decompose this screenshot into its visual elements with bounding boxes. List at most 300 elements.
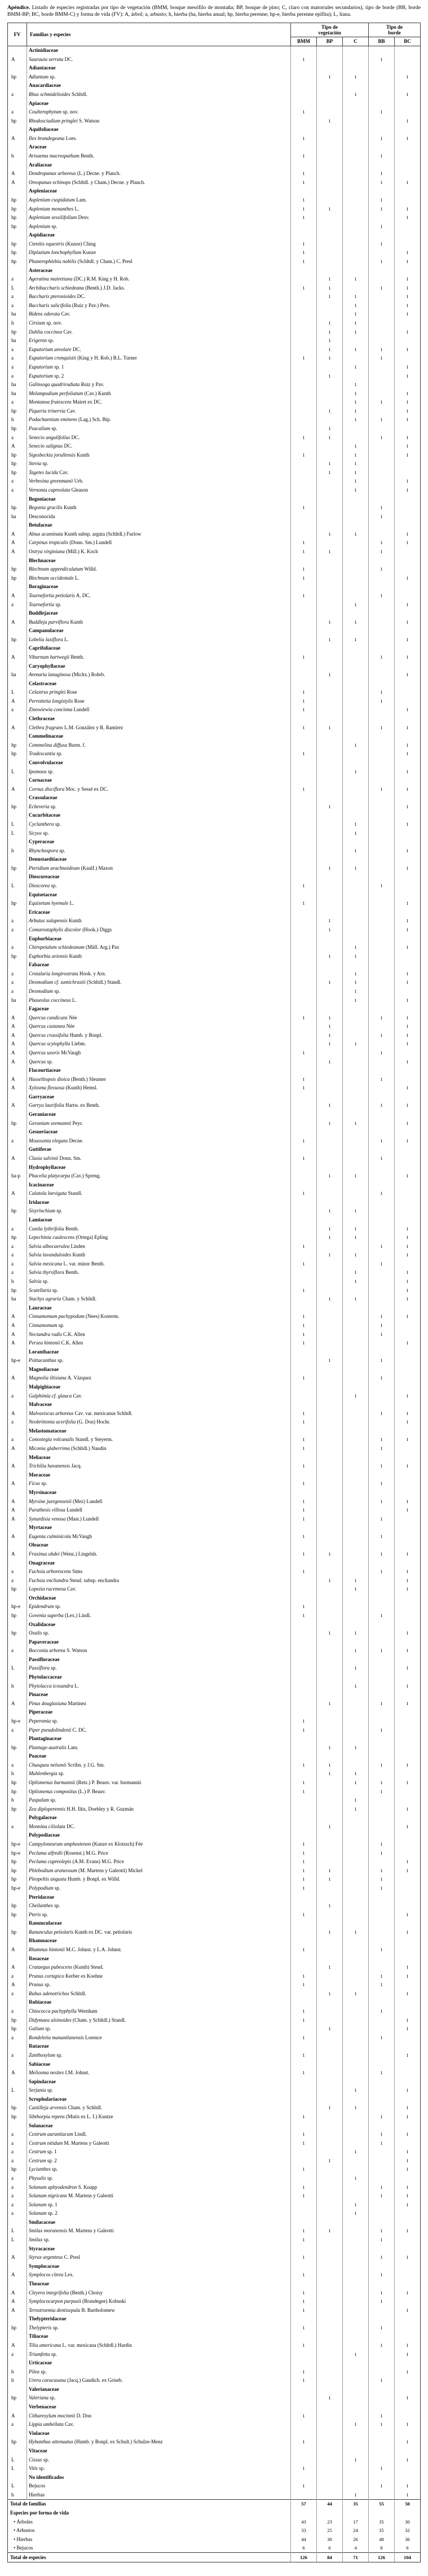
fv-cell: a bbox=[8, 2156, 27, 2165]
species-row bbox=[8, 2482, 421, 2491]
mark-cell bbox=[316, 1981, 342, 1990]
family-row bbox=[8, 2332, 421, 2341]
mark-cell bbox=[342, 1946, 368, 1955]
mark-cell: 1 bbox=[290, 1981, 316, 1990]
mark-cell bbox=[342, 2438, 368, 2447]
mark-cell: 1 bbox=[395, 442, 421, 451]
fv-cell: a bbox=[8, 1251, 27, 1260]
mark-cell bbox=[290, 1823, 316, 1832]
species-row bbox=[8, 1567, 421, 1576]
family-name-cell: Crassulaceae bbox=[29, 795, 58, 801]
species-row bbox=[8, 767, 421, 776]
mark-cell: 1 bbox=[395, 2086, 421, 2095]
mark-cell bbox=[395, 1611, 421, 1620]
species-name-cell: Rhamnus hintonii M.C. Johnst. y L.A. Johnst. bbox=[29, 1946, 122, 1952]
mark-cell bbox=[369, 363, 395, 372]
mark-cell bbox=[290, 1655, 316, 1664]
species-row bbox=[8, 178, 421, 187]
species-row bbox=[8, 204, 421, 213]
species-row bbox=[8, 2438, 421, 2447]
species-name-cell: Eupatorium sp. 2 bbox=[29, 373, 64, 379]
mark-cell bbox=[369, 1268, 395, 1277]
mark-cell bbox=[395, 1163, 421, 1172]
fv-cell: a bbox=[8, 1268, 27, 1277]
mark-cell bbox=[316, 2359, 342, 2368]
mark-cell bbox=[395, 1717, 421, 1726]
fv-cell: A bbox=[8, 1514, 27, 1523]
mark-cell: 1 bbox=[369, 2464, 395, 2473]
mark-cell bbox=[316, 2086, 342, 2095]
mark-cell bbox=[316, 1260, 342, 1269]
mark-cell bbox=[395, 2323, 421, 2332]
mark-cell bbox=[316, 1752, 342, 1761]
table-header-group-row bbox=[8, 23, 421, 37]
mark-cell: 1 bbox=[395, 2130, 421, 2139]
fv-cell: a bbox=[8, 987, 27, 996]
family-name-cell: Magnoliaceae bbox=[29, 1366, 59, 1372]
mark-cell bbox=[316, 1998, 342, 2007]
mark-cell: 1 bbox=[395, 846, 421, 855]
mark-cell: 1 bbox=[316, 1031, 342, 1040]
mark-cell bbox=[316, 785, 342, 794]
mark-cell: 1 bbox=[342, 327, 368, 336]
mark-cell: 1 bbox=[369, 2323, 395, 2332]
mark-cell bbox=[290, 934, 316, 943]
mark-cell bbox=[395, 503, 421, 512]
fv-cell: hp bbox=[8, 239, 27, 248]
mark-cell bbox=[342, 1831, 368, 1840]
species-row bbox=[8, 327, 421, 336]
mark-cell: 1 bbox=[342, 72, 368, 81]
mark-cell bbox=[342, 424, 368, 433]
mark-cell: 1 bbox=[342, 468, 368, 477]
mark-cell bbox=[369, 90, 395, 99]
family-name-cell: Aspleniaceae bbox=[29, 188, 57, 194]
fv-cell: a bbox=[8, 1972, 27, 1981]
species-name-cell: Galphimia cf. glauca Cav. bbox=[29, 1392, 82, 1399]
mark-cell: 1 bbox=[290, 2376, 316, 2385]
fv-cell bbox=[8, 644, 27, 653]
fv-cell bbox=[8, 1734, 27, 1743]
mark-cell bbox=[342, 2183, 368, 2192]
life-form-row bbox=[8, 2526, 421, 2535]
mark-cell bbox=[316, 1110, 342, 1119]
mark-cell bbox=[342, 1049, 368, 1058]
mark-cell bbox=[290, 794, 316, 803]
mark-cell: 1 bbox=[369, 1374, 395, 1383]
species-row bbox=[8, 1136, 421, 1145]
species-name-cell: Phanerophlebia nobilis (Schltdl. y Cham.) C. Presl bbox=[29, 258, 133, 264]
mark-cell bbox=[342, 1857, 368, 1867]
species-row bbox=[8, 952, 421, 961]
fv-cell: A bbox=[8, 1981, 27, 1990]
mark-cell bbox=[342, 2323, 368, 2332]
mark-cell: 1 bbox=[290, 1462, 316, 1471]
mark-cell: 1 bbox=[395, 1057, 421, 1066]
fv-cell: L bbox=[8, 283, 27, 292]
fv-cell: A bbox=[8, 1963, 27, 1972]
mark-cell bbox=[316, 846, 342, 855]
mark-cell bbox=[316, 81, 342, 90]
mark-cell bbox=[369, 1286, 395, 1295]
mark-cell bbox=[316, 2323, 342, 2332]
species-row bbox=[8, 671, 421, 680]
mark-cell bbox=[395, 934, 421, 943]
species-name-cell: Paspalum sp. bbox=[29, 1797, 56, 1803]
family-name-cell: Guttiferae bbox=[29, 1146, 51, 1153]
mark-cell: 1 bbox=[369, 1154, 395, 1163]
mark-cell bbox=[369, 371, 395, 380]
mark-cell: 1 bbox=[290, 1875, 316, 1884]
fv-cell bbox=[8, 838, 27, 847]
species-row bbox=[8, 116, 421, 125]
species-row bbox=[8, 2192, 421, 2201]
mark-cell bbox=[316, 969, 342, 978]
fv-cell bbox=[8, 961, 27, 970]
mark-cell bbox=[290, 1031, 316, 1040]
mark-cell bbox=[395, 627, 421, 636]
mark-cell: 1 bbox=[369, 1462, 395, 1471]
species-row bbox=[8, 1823, 421, 1832]
species-row bbox=[8, 301, 421, 310]
family-name-cell: Flacourtiaceae bbox=[29, 1067, 61, 1074]
life-form-title-spacer bbox=[369, 2509, 395, 2518]
mark-cell: 1 bbox=[395, 899, 421, 908]
mark-cell bbox=[316, 1884, 342, 1893]
mark-cell bbox=[369, 732, 395, 741]
mark-cell bbox=[369, 442, 395, 451]
fv-cell: A bbox=[8, 1374, 27, 1383]
mark-cell bbox=[316, 2429, 342, 2438]
mark-cell bbox=[395, 2077, 421, 2086]
species-name-cell: Urera caracasana (Jacq.) Gaudich. ex Griseb. bbox=[29, 2377, 123, 2384]
mark-cell bbox=[342, 2139, 368, 2148]
species-row bbox=[8, 90, 421, 99]
mark-cell bbox=[342, 1163, 368, 1172]
species-row bbox=[8, 750, 421, 759]
mark-cell: 1 bbox=[369, 2236, 395, 2245]
mark-cell bbox=[316, 565, 342, 574]
species-row bbox=[8, 653, 421, 662]
species-row bbox=[8, 697, 421, 706]
mark-cell bbox=[316, 477, 342, 486]
species-row bbox=[8, 1927, 421, 1937]
mark-cell bbox=[290, 1919, 316, 1928]
species-row bbox=[8, 2183, 421, 2192]
mark-cell bbox=[342, 1031, 368, 1040]
fv-cell bbox=[8, 715, 27, 724]
species-name-cell: Pteridium arachnoideum (Kaulf.) Maxon bbox=[29, 865, 113, 871]
species-row bbox=[8, 2104, 421, 2113]
mark-cell bbox=[369, 2051, 395, 2060]
mark-cell bbox=[316, 759, 342, 768]
species-row bbox=[8, 1084, 421, 1093]
family-name-cell: Iridaceae bbox=[29, 1199, 49, 1205]
mark-cell bbox=[290, 644, 316, 653]
mark-cell: 1 bbox=[342, 389, 368, 398]
species-name-cell: Scutellaria sp. bbox=[29, 1287, 59, 1293]
mark-cell bbox=[290, 1708, 316, 1717]
species-row bbox=[8, 310, 421, 319]
mark-cell bbox=[369, 1823, 395, 1832]
family-name-cell: Ranunculaceae bbox=[29, 1920, 62, 1926]
mark-cell: 1 bbox=[342, 1207, 368, 1216]
mark-cell bbox=[316, 1391, 342, 1400]
mark-cell: 1 bbox=[395, 926, 421, 935]
species-row bbox=[8, 1251, 421, 1260]
species-name-cell: Hybanthus attenuatus (Humb. y Bonpl. ex Schult.) Schulze-Menz bbox=[29, 2439, 163, 2445]
mark-cell bbox=[369, 838, 395, 847]
fv-cell bbox=[8, 187, 27, 196]
mark-cell: 1 bbox=[395, 2200, 421, 2209]
mark-cell: 1 bbox=[316, 283, 342, 292]
mark-cell bbox=[316, 2253, 342, 2262]
fv-cell: a bbox=[8, 2033, 27, 2042]
species-row bbox=[8, 1462, 421, 1471]
mark-cell bbox=[369, 319, 395, 328]
mark-cell bbox=[342, 838, 368, 847]
species-name-cell: Alnus acuminata Kunth subsp. arguta (Schltdl.) Furlow bbox=[29, 531, 142, 537]
species-row bbox=[8, 213, 421, 222]
fv-cell bbox=[8, 1831, 27, 1840]
table-header bbox=[8, 23, 421, 46]
mark-cell: 1 bbox=[369, 1409, 395, 1418]
mark-cell: 1 bbox=[342, 1629, 368, 1638]
mark-cell bbox=[369, 301, 395, 310]
species-name-cell: Tilia americana L. var. mexicana (Schltdl.) Hardin bbox=[29, 2342, 132, 2348]
mark-cell bbox=[316, 838, 342, 847]
species-name-cell: Phlebodium araneosum (M. Martens y Galeotti) Mickel bbox=[29, 1867, 143, 1873]
mark-cell bbox=[395, 1796, 421, 1805]
mark-cell: 1 bbox=[369, 1049, 395, 1058]
mark-cell bbox=[290, 1365, 316, 1374]
species-name-cell: Ficus sp. bbox=[29, 1480, 47, 1487]
mark-cell bbox=[342, 2060, 368, 2069]
mark-cell bbox=[395, 2007, 421, 2016]
species-name-cell: Solanum aphyodendron S. Knapp bbox=[29, 2184, 98, 2190]
mark-cell: 1 bbox=[395, 802, 421, 811]
mark-cell bbox=[342, 811, 368, 820]
mark-cell bbox=[369, 1743, 395, 1752]
mark-cell bbox=[342, 644, 368, 653]
total-familias-value: 44 bbox=[316, 2500, 342, 2509]
mark-cell bbox=[316, 380, 342, 389]
mark-cell bbox=[342, 1488, 368, 1497]
mark-cell bbox=[369, 1224, 395, 1233]
family-name-cell: Myrtaceae bbox=[29, 1524, 52, 1531]
family-name-cell: Dennstaedtiaceae bbox=[29, 856, 67, 862]
mark-cell bbox=[395, 1260, 421, 1269]
mark-cell: 1 bbox=[395, 1277, 421, 1286]
mark-cell bbox=[395, 908, 421, 917]
mark-cell bbox=[290, 2042, 316, 2051]
mark-cell bbox=[369, 2385, 395, 2394]
mark-cell: 1 bbox=[395, 1251, 421, 1260]
mark-cell bbox=[395, 1426, 421, 1435]
mark-cell: 1 bbox=[369, 1101, 395, 1110]
mark-cell bbox=[395, 239, 421, 248]
fv-cell bbox=[8, 2280, 27, 2289]
mark-cell bbox=[342, 1101, 368, 1110]
mark-cell bbox=[316, 1330, 342, 1339]
mark-cell bbox=[290, 2385, 316, 2394]
mark-cell bbox=[395, 1734, 421, 1743]
mark-cell bbox=[316, 494, 342, 503]
mark-cell bbox=[369, 1796, 395, 1805]
mark-cell bbox=[369, 1892, 395, 1902]
mark-cell: 1 bbox=[369, 1321, 395, 1330]
mark-cell bbox=[369, 1163, 395, 1172]
family-row bbox=[8, 1892, 421, 1902]
mark-cell bbox=[316, 398, 342, 407]
mark-cell: 1 bbox=[342, 1778, 368, 1788]
mark-cell bbox=[395, 169, 421, 178]
family-row bbox=[8, 1347, 421, 1356]
mark-cell bbox=[395, 2069, 421, 2078]
family-name-cell: Thelypteridaceae bbox=[29, 2316, 67, 2322]
fv-cell: a bbox=[8, 2420, 27, 2429]
fv-cell: h bbox=[8, 846, 27, 855]
mark-cell bbox=[369, 1057, 395, 1066]
mark-cell bbox=[290, 582, 316, 592]
species-name-cell: Conostegia volcanalis Standl. y Steyerm. bbox=[29, 1436, 113, 1443]
mark-cell: 1 bbox=[316, 354, 342, 363]
mark-cell: 1 bbox=[290, 785, 316, 794]
fv-cell: ha bbox=[8, 671, 27, 680]
fv-cell bbox=[8, 1708, 27, 1717]
family-name-cell: Oleaceae bbox=[29, 1542, 48, 1548]
mark-cell bbox=[342, 1189, 368, 1198]
mark-cell: 1 bbox=[395, 671, 421, 680]
mark-cell bbox=[316, 1664, 342, 1673]
mark-cell bbox=[342, 1435, 368, 1444]
species-name-cell: Solanum sp. 2 bbox=[29, 2210, 58, 2216]
species-row bbox=[8, 1075, 421, 1084]
mark-cell bbox=[316, 1470, 342, 1479]
mark-cell bbox=[369, 661, 395, 671]
mark-cell bbox=[290, 1391, 316, 1400]
mark-cell bbox=[342, 2025, 368, 2034]
mark-cell: 1 bbox=[395, 2227, 421, 2236]
fv-cell: a bbox=[8, 433, 27, 442]
species-name-cell: Tagetes lucida Cav. bbox=[29, 469, 69, 475]
mark-cell bbox=[290, 1699, 316, 1708]
species-name-cell: Passiflora sp. bbox=[29, 1665, 57, 1671]
species-name-cell: Hierbas bbox=[29, 2491, 45, 2498]
fv-cell: A bbox=[8, 1312, 27, 1321]
species-row bbox=[8, 2200, 421, 2209]
mark-cell bbox=[369, 1339, 395, 1348]
mark-cell bbox=[290, 266, 316, 275]
mark-cell: 1 bbox=[290, 178, 316, 187]
mark-cell bbox=[369, 1664, 395, 1673]
species-name-cell: Oreopanax echinops (Schltdl. y Cham.) Decne. y Planch. bbox=[29, 179, 145, 185]
mark-cell bbox=[290, 671, 316, 680]
fv-cell: A bbox=[8, 1154, 27, 1163]
mark-cell: 1 bbox=[290, 55, 316, 64]
mark-cell: 1 bbox=[369, 283, 395, 292]
mark-cell bbox=[316, 679, 342, 688]
mark-cell bbox=[290, 1963, 316, 1972]
mark-cell: 1 bbox=[369, 1972, 395, 1981]
mark-cell bbox=[342, 1347, 368, 1356]
mark-cell: 1 bbox=[395, 1681, 421, 1690]
species-row bbox=[8, 1611, 421, 1620]
family-name-cell: Phytolaccaceae bbox=[29, 1674, 62, 1680]
mark-cell: 1 bbox=[316, 371, 342, 380]
mark-cell: 1 bbox=[290, 1910, 316, 1919]
mark-cell bbox=[290, 160, 316, 169]
species-name-cell: Verbesina greenmanii Urb. bbox=[29, 478, 83, 484]
mark-cell bbox=[290, 1664, 316, 1673]
mark-cell bbox=[316, 125, 342, 134]
species-row bbox=[8, 2350, 421, 2359]
species-row bbox=[8, 2341, 421, 2350]
mark-cell bbox=[290, 2025, 316, 2034]
mark-cell bbox=[290, 1172, 316, 1181]
species-row bbox=[8, 2033, 421, 2042]
mark-cell bbox=[342, 1910, 368, 1919]
mark-cell bbox=[290, 336, 316, 345]
family-name-cell: Cornaceae bbox=[29, 777, 52, 783]
mark-cell: 1 bbox=[316, 406, 342, 415]
mark-cell: 1 bbox=[290, 2341, 316, 2350]
mark-cell bbox=[290, 1937, 316, 1946]
mark-cell bbox=[316, 2306, 342, 2315]
mark-cell: 1 bbox=[369, 2130, 395, 2139]
mark-cell bbox=[395, 1444, 421, 1453]
mark-cell bbox=[316, 1620, 342, 1629]
fv-cell bbox=[8, 2077, 27, 2086]
mark-cell bbox=[369, 1128, 395, 1137]
mark-cell: 1 bbox=[395, 1804, 421, 1813]
mark-cell: 1 bbox=[342, 1268, 368, 1277]
family-name-cell: Araliaceae bbox=[29, 161, 52, 168]
mark-cell bbox=[290, 715, 316, 724]
mark-cell bbox=[290, 2473, 316, 2482]
fv-cell: hp bbox=[8, 1910, 27, 1919]
family-row bbox=[8, 2218, 421, 2227]
fv-cell bbox=[8, 1180, 27, 1189]
mark-cell bbox=[395, 688, 421, 697]
mark-cell bbox=[316, 1049, 342, 1058]
species-name-cell: Commelina diffusa Burm. f. bbox=[29, 742, 86, 748]
mark-cell: 1 bbox=[395, 310, 421, 319]
mark-cell bbox=[290, 1295, 316, 1304]
mark-cell bbox=[316, 143, 342, 152]
family-name-cell: Pteridaceae bbox=[29, 1894, 54, 1900]
mark-cell bbox=[316, 2174, 342, 2183]
species-row bbox=[8, 134, 421, 143]
mark-cell: 1 bbox=[369, 697, 395, 706]
fv-cell: a bbox=[8, 2007, 27, 2016]
mark-cell bbox=[290, 1356, 316, 1365]
mark-cell bbox=[316, 1673, 342, 1682]
fv-cell: A bbox=[8, 1532, 27, 1541]
mark-cell bbox=[395, 319, 421, 328]
mark-cell bbox=[369, 917, 395, 926]
mark-cell: 1 bbox=[369, 2482, 395, 2491]
fv-cell bbox=[8, 759, 27, 768]
fv-cell: A bbox=[8, 1462, 27, 1471]
mark-cell bbox=[290, 1523, 316, 1532]
mark-cell: 1 bbox=[290, 1567, 316, 1576]
species-name-cell: Arenaria lanuginosa (Michx.) Rohrb. bbox=[29, 672, 105, 678]
fv-cell: a bbox=[8, 292, 27, 301]
col-header-fv: FV bbox=[8, 23, 27, 46]
col-header-border bbox=[369, 23, 421, 37]
mark-cell: 1 bbox=[395, 275, 421, 284]
